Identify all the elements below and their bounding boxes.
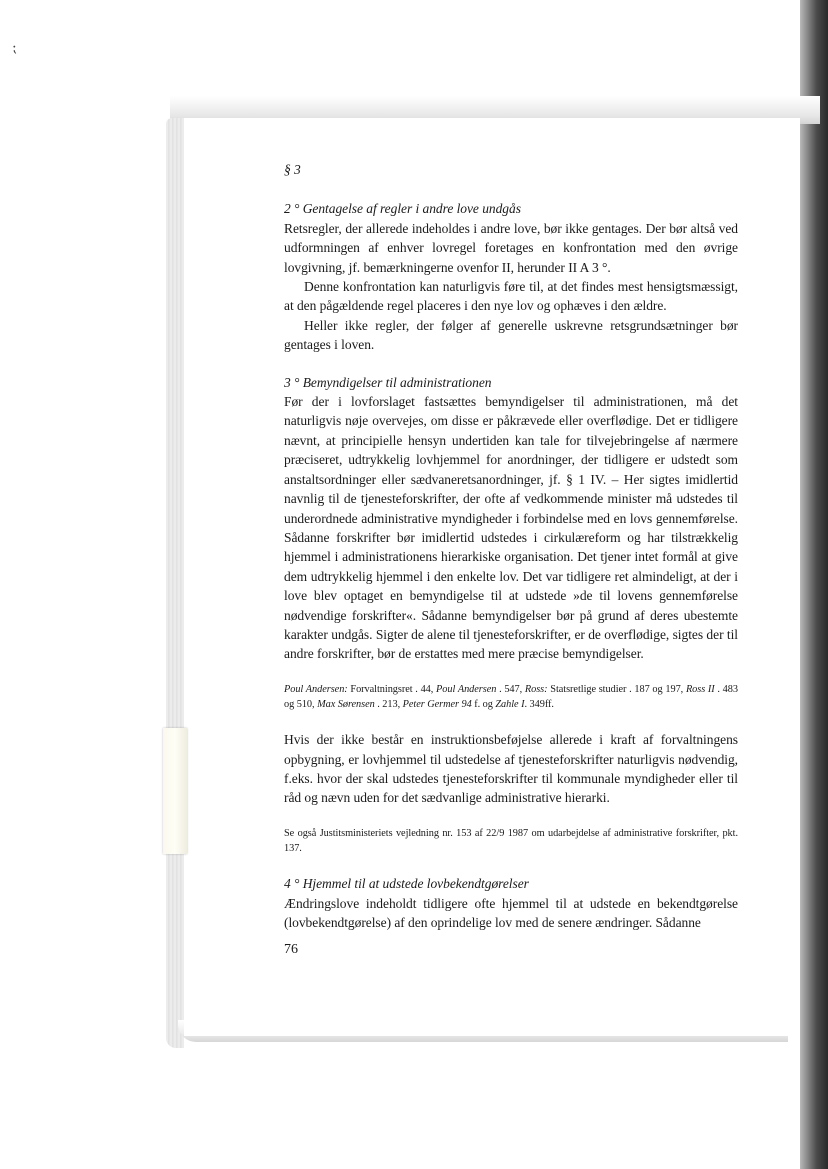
ref-text: . 213, [374, 698, 403, 710]
margin-mark: ⁏ [12, 41, 17, 56]
ref-text: . 349ff. [524, 698, 554, 710]
ref-author: Poul Andersen [436, 683, 497, 695]
subsection-2-heading: 2 ° Gentagelse af regler i andre love undgås [284, 201, 521, 217]
subsection-3-heading: 3 ° Bemyndigelser til administrationen [284, 374, 492, 390]
subsection-4-heading: 4 ° Hjemmel til at udstede lovbekendtgørelser [284, 876, 529, 892]
ref-author: Ross II [685, 683, 715, 695]
subsection-2-paragraph-3: Heller ikke regler, der følger af generelle uskrevne retsgrundsætninger bør gentages i loven. [284, 317, 738, 353]
ref-text: f. og [471, 698, 496, 710]
ref-author: Ross: [524, 683, 548, 695]
reference-note-1 [284, 682, 738, 712]
page-edges [166, 118, 184, 1048]
ref-text: . 483 og 510, [284, 683, 738, 710]
section-number: § 3 [284, 162, 301, 177]
scan-spine-shadow [800, 0, 828, 1169]
subsection-2-paragraph-1: Retsregler, der allerede indeholdes i andre love, bør ikke gentages. Der bør altså ved udformningen af enhver lovregel foretages en konfrontation med den øvrige lovgivning, jf. bemærkningerne ovenfor II, herunder II A 3 °. [284, 220, 738, 275]
text-block [284, 160, 738, 932]
page-number: 76 [284, 942, 298, 957]
spacer [284, 355, 738, 373]
spacer [284, 664, 738, 682]
ref-text: Forvaltningsret . 44, [347, 683, 437, 695]
spacer [284, 856, 738, 874]
spacer [284, 808, 738, 826]
ref-author: Poul Andersen: [284, 683, 348, 695]
ref-text: . 547, [496, 683, 525, 695]
subsection-2-paragraph-2: Denne konfrontation kan naturligvis føre til, at det findes mest hensigtsmæssigt, at den pågældende regel placeres i den nye lov og ophæves i den ældre. [284, 279, 738, 314]
bookmark-tab [163, 728, 187, 854]
subsection-3-paragraph-1: Før der i lovforslaget fastsættes bemyndigelser til administrationen, må det naturligvis nøje overvejes, om disse er påkrævede eller overflødige. Det er tidligere nævnt, at principielle hensyn undertiden kan tale for tilvejebringelse af nærmere præciseret, udtrykkelig lovhjemmel for anordninger, der tidligere er udstedt som anstaltsordninger eller sædvaneretsanordninger, jf. § 1 IV. – Her sigtes imidlertid navnlig til de tjenesteforskrifter, der ofte af vedkommende minister må udstedes til underordnede administrative myndigheder i forbindelse med en lovs gennemførelse. Sådanne forskrifter bør imidlertid udstedes i cirkulæreform og har tilstrækkelig hjemmel i administrationens hierarkiske organisation. Det tjener intet formål at give dem udtrykkelig hjemmel i den enkelte lov. Det var tidligere ret almindeligt, at der i love blev optaget en bemyndigelse til at udstede »de til lovens gennemførelse nødvendige forskrifter«. Sådanne bemyndigelser bør på grund af deres ubestemte karakter undgås. Sigter de alene til tjenesteforskrifter, er de overflødige, sigtes der til andre forskrifter, bør de erstattes med mere præcise bemyndigelser. [284, 394, 738, 662]
reference-note-2: Se også Justitsministeriets vejledning nr. 153 af 22/9 1987 om udarbejdelse af administrative forskrifter, pkt. 137. [284, 827, 738, 854]
spacer [284, 712, 738, 730]
subsection-4-paragraph-1: Ændringslove indeholdt tidligere ofte hjemmel til at udstede en bekendtgørelse (lovbekendtgørelse) af den oprindelige lov med de senere ændringer. Sådanne [284, 895, 738, 930]
ref-author: Max Sørensen [317, 698, 375, 710]
ref-author: Peter Germer 94 [402, 698, 472, 710]
subsection-3-paragraph-2: Hvis der ikke består en instruktionsbeføjelse allerede i kraft af forvaltningens opbygning, er lovhjemmel til udstedelse af tjenesteforskrifter naturligvis nødvendig, f.eks. hvor der skal udstedes tjenesteforskrifter til kommunale myndigheder eller til råd og nævn uden for det sædvanlige administrative hierarki. [284, 732, 738, 806]
ref-author: Zahle I [495, 698, 525, 710]
ref-text: Statsretlige studier . 187 og 197, [547, 683, 686, 695]
